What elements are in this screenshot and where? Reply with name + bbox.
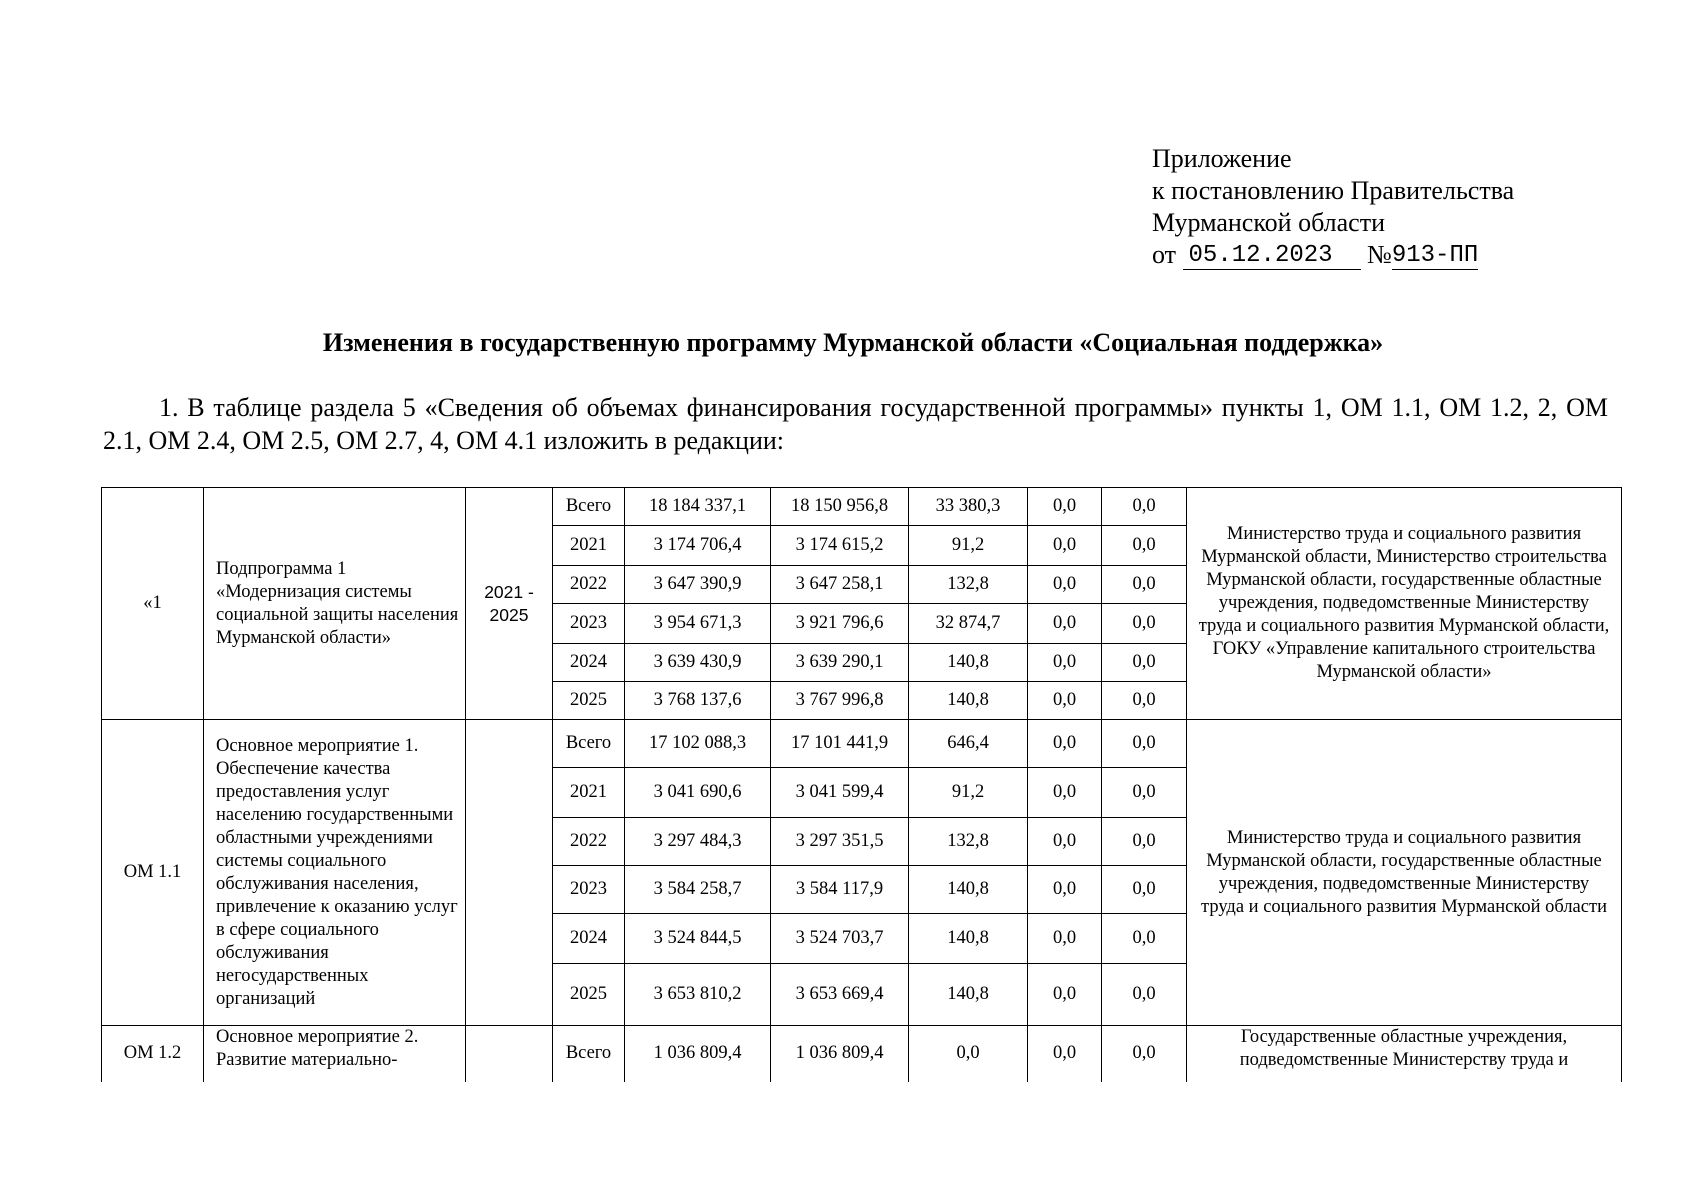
federal-budget-cell: 32 874,7 <box>909 604 1028 644</box>
other-sources-cell: 0,0 <box>1102 566 1187 604</box>
federal-budget-cell: 91,2 <box>909 768 1028 818</box>
year-cell: 2021 <box>553 526 625 566</box>
local-budget-cell: 0,0 <box>1028 1026 1102 1082</box>
regional-budget-cell: 18 150 956,8 <box>771 488 909 526</box>
regional-budget-cell: 3 297 351,5 <box>771 818 909 866</box>
program-name: Основное мероприятие 1. Обеспечение качества предоставления услуг населению государственными областными учреждениями системы социального обслуживания населения, привлечение к оказанию услуг в сфере социального обслуживания негосударственных организаций <box>204 720 466 1026</box>
period: 2021 - 2025 <box>466 488 553 720</box>
regional-budget-cell: 3 639 290,1 <box>771 644 909 682</box>
funding-table <box>101 487 1622 1082</box>
approval-block <box>1152 143 1514 271</box>
other-sources-cell: 0,0 <box>1102 644 1187 682</box>
year-cell: 2022 <box>553 818 625 866</box>
total-cell: 3 524 844,5 <box>625 914 771 964</box>
program-name: Основное мероприятие 2. Развитие материально- <box>204 1026 466 1082</box>
table-row <box>102 488 1622 526</box>
table-row <box>102 1026 1622 1082</box>
year-cell: 2022 <box>553 566 625 604</box>
total-cell: 3 174 706,4 <box>625 526 771 566</box>
item-code: ОМ 1.2 <box>102 1026 204 1082</box>
federal-budget-cell: 140,8 <box>909 964 1028 1026</box>
total-cell: 3 297 484,3 <box>625 818 771 866</box>
item-code: ОМ 1.1 <box>102 720 204 1026</box>
total-cell: 17 102 088,3 <box>625 720 771 768</box>
approval-line-region: Мурманской области <box>1152 208 1385 237</box>
approval-number: 913-ПП <box>1391 242 1479 269</box>
regional-budget-cell: 1 036 809,4 <box>771 1026 909 1082</box>
regional-budget-cell: 3 524 703,7 <box>771 914 909 964</box>
federal-budget-cell: 140,8 <box>909 644 1028 682</box>
local-budget-cell: 0,0 <box>1028 604 1102 644</box>
period <box>466 1026 553 1082</box>
executor: Министерство труда и социального развития Мурманской области, Министерство строительства Мурманской области, государственные областные учреждения, подведомственные Министерству труда и социального развития Мурманской области, ГОКУ «Управление капитального строительства Мурманской области» <box>1187 488 1622 720</box>
approval-line-appendix: Приложение <box>1152 144 1292 173</box>
year-cell: 2021 <box>553 768 625 818</box>
total-cell: 3 768 137,6 <box>625 682 771 720</box>
other-sources-cell: 0,0 <box>1102 526 1187 566</box>
total-cell: 18 184 337,1 <box>625 488 771 526</box>
federal-budget-cell: 0,0 <box>909 1026 1028 1082</box>
federal-budget-cell: 140,8 <box>909 914 1028 964</box>
local-budget-cell: 0,0 <box>1028 526 1102 566</box>
total-cell: 3 647 390,9 <box>625 566 771 604</box>
year-cell: 2024 <box>553 914 625 964</box>
local-budget-cell: 0,0 <box>1028 768 1102 818</box>
year-cell: Всего <box>553 1026 625 1082</box>
year-cell: 2025 <box>553 964 625 1026</box>
total-cell: 1 036 809,4 <box>625 1026 771 1082</box>
other-sources-cell: 0,0 <box>1102 866 1187 914</box>
period <box>466 720 553 1026</box>
local-budget-cell: 0,0 <box>1028 914 1102 964</box>
approval-date-line <box>1152 239 1514 271</box>
local-budget-cell: 0,0 <box>1028 818 1102 866</box>
approval-line-resolution: к постановлению Правительства <box>1152 176 1515 205</box>
other-sources-cell: 0,0 <box>1102 604 1187 644</box>
other-sources-cell: 0,0 <box>1102 488 1187 526</box>
local-budget-cell: 0,0 <box>1028 566 1102 604</box>
other-sources-cell: 0,0 <box>1102 720 1187 768</box>
date-prefix: от <box>1152 240 1177 269</box>
federal-budget-cell: 132,8 <box>909 818 1028 866</box>
number-prefix: № <box>1367 240 1392 269</box>
total-cell: 3 639 430,9 <box>625 644 771 682</box>
other-sources-cell: 0,0 <box>1102 1026 1187 1082</box>
year-cell: 2024 <box>553 644 625 682</box>
total-cell: 3 653 810,2 <box>625 964 771 1026</box>
year-cell: Всего <box>553 720 625 768</box>
federal-budget-cell: 646,4 <box>909 720 1028 768</box>
federal-budget-cell: 33 380,3 <box>909 488 1028 526</box>
other-sources-cell: 0,0 <box>1102 768 1187 818</box>
regional-budget-cell: 3 041 599,4 <box>771 768 909 818</box>
approval-date: 05.12.2023 <box>1183 243 1361 270</box>
document-title: Изменения в государственную программу Мурманской области «Социальная поддержка» <box>322 328 1384 357</box>
local-budget-cell: 0,0 <box>1028 720 1102 768</box>
regional-budget-cell: 3 767 996,8 <box>771 682 909 720</box>
other-sources-cell: 0,0 <box>1102 818 1187 866</box>
year-cell: 2023 <box>553 866 625 914</box>
federal-budget-cell: 132,8 <box>909 566 1028 604</box>
regional-budget-cell: 17 101 441,9 <box>771 720 909 768</box>
item-code: «1 <box>102 488 204 720</box>
funding-table-body <box>102 488 1622 1082</box>
local-budget-cell: 0,0 <box>1028 682 1102 720</box>
total-cell: 3 041 690,6 <box>625 768 771 818</box>
regional-budget-cell: 3 647 258,1 <box>771 566 909 604</box>
year-cell: Всего <box>553 488 625 526</box>
other-sources-cell: 0,0 <box>1102 964 1187 1026</box>
year-cell: 2023 <box>553 604 625 644</box>
local-budget-cell: 0,0 <box>1028 866 1102 914</box>
regional-budget-cell: 3 653 669,4 <box>771 964 909 1026</box>
local-budget-cell: 0,0 <box>1028 488 1102 526</box>
executor: Министерство труда и социального развития Мурманской области, государственные областные учреждения, подведомственные Министерству труда и социального развития Мурманской области <box>1187 720 1622 1026</box>
program-name: Подпрограмма 1 «Модернизация системы социальной защиты населения Мурманской области» <box>204 488 466 720</box>
local-budget-cell: 0,0 <box>1028 644 1102 682</box>
other-sources-cell: 0,0 <box>1102 682 1187 720</box>
regional-budget-cell: 3 174 615,2 <box>771 526 909 566</box>
executor: Государственные областные учреждения, подведомственные Министерству труда и <box>1187 1026 1622 1082</box>
table-row <box>102 720 1622 768</box>
regional-budget-cell: 3 921 796,6 <box>771 604 909 644</box>
other-sources-cell: 0,0 <box>1102 914 1187 964</box>
total-cell: 3 954 671,3 <box>625 604 771 644</box>
local-budget-cell: 0,0 <box>1028 964 1102 1026</box>
federal-budget-cell: 140,8 <box>909 866 1028 914</box>
intro-paragraph: 1. В таблице раздела 5 «Сведения об объемах финансирования государственной программы» пункты 1, ОМ 1.1, ОМ 1.2, 2, ОМ 2.1, ОМ 2.4, ОМ 2.5, ОМ 2.7, 4, ОМ 4.1 изложить в редакции: <box>103 393 1608 455</box>
year-cell: 2025 <box>553 682 625 720</box>
regional-budget-cell: 3 584 117,9 <box>771 866 909 914</box>
total-cell: 3 584 258,7 <box>625 866 771 914</box>
federal-budget-cell: 140,8 <box>909 682 1028 720</box>
federal-budget-cell: 91,2 <box>909 526 1028 566</box>
